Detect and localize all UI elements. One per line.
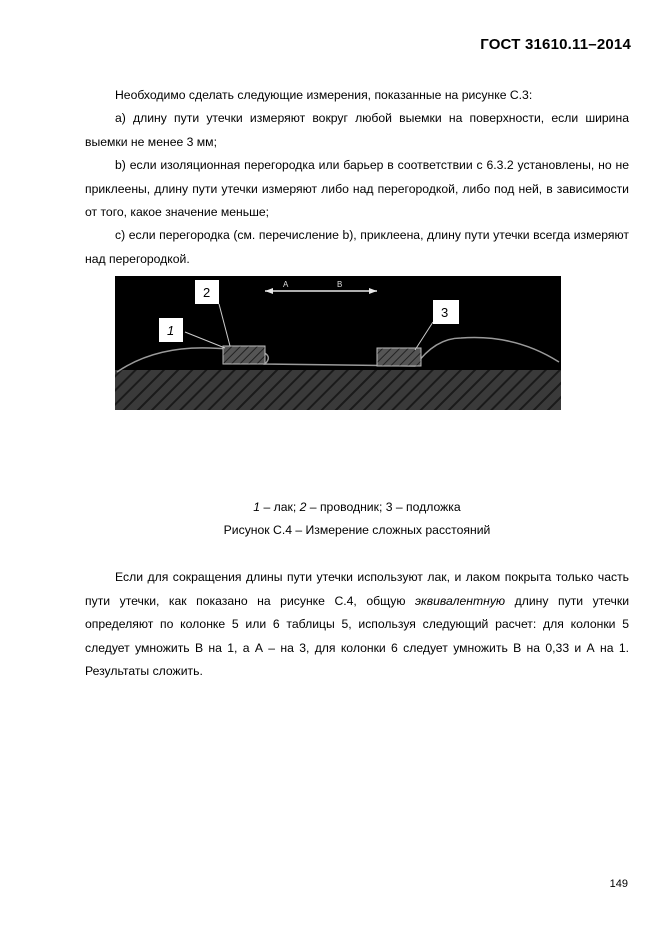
dimension-arrow-right: [369, 288, 377, 294]
item-c-paragraph: с) если перегородка (см. перечисление b), приклеена, длину пути утечки всегда измеряют над перегородкой.: [85, 228, 629, 266]
figure-c4: [115, 276, 561, 410]
varnish-layer: [117, 338, 559, 373]
emphasis-equivalent: эквивалентную: [415, 593, 506, 608]
conductor-left: [223, 346, 265, 364]
legend-number-1: 1: [253, 500, 261, 514]
figure-drawing: [115, 276, 561, 410]
varnish-paragraph: [85, 566, 629, 684]
conductor-right: [377, 348, 421, 366]
leader-line-3: [415, 322, 433, 350]
dimension-label-b: B: [337, 280, 343, 289]
legend-text-1: – лак;: [260, 500, 300, 514]
substrate-shape: [115, 370, 561, 410]
label-1: 1: [167, 323, 175, 338]
page-number: 149: [609, 878, 628, 890]
varnish-paragraph-part1: Если для сокращения длины пути утечки используют лак, и лаком покрыта только часть пути утечки, как показано на рисунке С.4, общую: [85, 570, 629, 608]
item-a-paragraph: а) длину пути утечки измеряют вокруг любой выемки на поверхности, если ширина выемки не менее 3 мм;: [85, 111, 629, 149]
legend-text-2: – проводник; 3 – подложка: [306, 500, 461, 514]
item-b-paragraph: b) если изоляционная перегородка или барьер в соответствии с 6.3.2 установлены, но не приклеены, длину пути утечки измеряют либо над перегородкой, либо под ней, в зависимости от того, какое значение меньше;: [85, 158, 629, 219]
varnish-paragraph-part2: длину пути утечки определяют по колонке 5 или 6 таблицы 5, используя следующий расчет: для колонки 5 следует умножить В на 1, а А – на 3, для колонки 6 следует умножить В на 0,33 и А на 1. Результаты сложить.: [85, 593, 630, 678]
label-2: 2: [203, 285, 211, 300]
leader-line-1: [185, 332, 225, 348]
legend-number-2: 2: [299, 500, 307, 514]
dimension-arrow-left: [265, 288, 273, 294]
figure-legend: [85, 500, 629, 514]
leader-line-2: [219, 304, 230, 346]
label-3: 3: [441, 305, 449, 320]
figure-caption: Рисунок С.4 – Измерение сложных расстояний: [223, 523, 491, 537]
intro-paragraph: Необходимо сделать следующие измерения, показанные на рисунке С.3:: [115, 88, 533, 102]
dimension-label-a: A: [283, 280, 289, 289]
document-header: ГОСТ 31610.11–2014: [480, 36, 631, 53]
